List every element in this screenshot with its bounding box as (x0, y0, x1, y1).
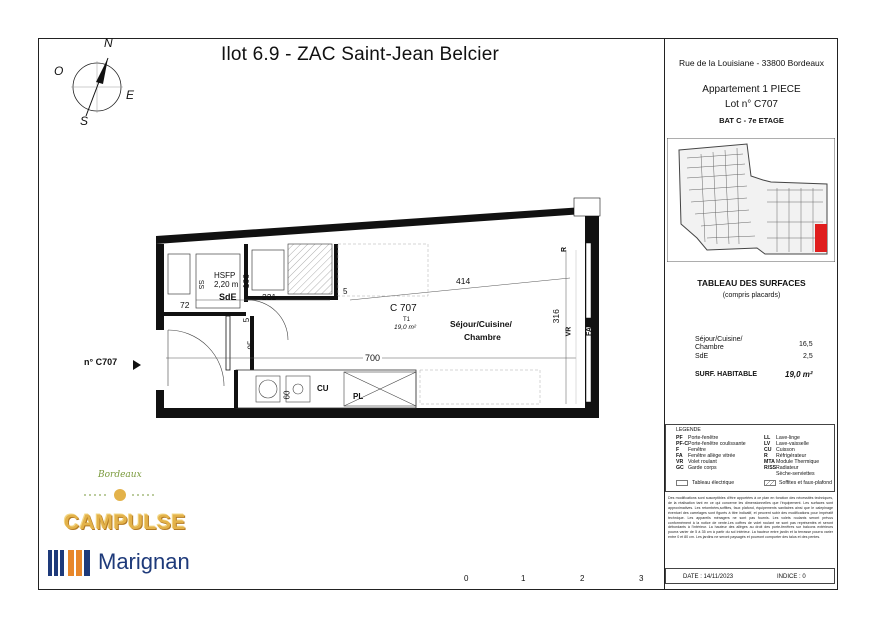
total-label: SURF. HABITABLE (695, 371, 758, 378)
dim-106: 106 (240, 274, 251, 289)
apartment-type: Appartement 1 PIECE (702, 84, 801, 95)
dim-221: 221 (262, 292, 277, 302)
legend-item: R/SSRadiateur (764, 465, 799, 471)
legend-item: CU Cuisson (764, 447, 795, 453)
room-main-label-2: Chambre (464, 332, 501, 342)
surface-row-name: Séjour/Cuisine/ (695, 336, 743, 343)
disclaimer-note: Des modifications sont susceptibles d'être apportées à ce plan en fonction des nécessités techniques, de la réalisation tant en ce qui concerne les dimensionnelles que l'équipement. Les surfaces sont approximatives. Les retombées,soffites, faux plafond, équipements sanitaires ainsi que le calepinage éventuel des carrelages sont figurés à titre indicatif, et peuvent subir des modifications pour impératif technique. Les appareils ménagers ne sont pas fournis. Les volets roulants seront prévus conformément à la notice de vente.Les coffres de volet roulant ne sont pas représentés et seront débordants à l'intérieur. La hauteur des allèges au droit des porte-fenêtres sur balcons extérieurs pourra varier de 5 à 35 cm à partir du sol intérieur. La hauteur entre jardin et la terrasse pourra varier entre 0 et 80 cm. Les jardins ne seront paysagés et pourront comporter des talus et des pentes. (668, 496, 833, 540)
hsfp-label: HSFP (214, 271, 236, 280)
unit-type: T1 (403, 317, 411, 323)
legend-item: F Fenêtre (676, 447, 706, 453)
scale-tick-3: 3 (639, 574, 644, 583)
legend-item: Sèche-serviettes (776, 471, 815, 477)
scale-tick-0: 0 (464, 574, 469, 583)
compass-s: S (80, 114, 89, 128)
plan-title: Ilot 6.9 - ZAC Saint-Jean Belcier (221, 44, 499, 65)
hsfp-value: 2,20 m (214, 280, 239, 289)
key-plan (667, 138, 835, 262)
sde-label: SdE (219, 292, 237, 302)
legend-item: MTAModule Thermique (764, 459, 820, 465)
legend-title: LEGENDE (676, 427, 701, 433)
legend-item: FA Fenêtre allège vitrée (676, 453, 736, 459)
dim-414: 414 (456, 276, 471, 286)
surface-row-name-2: Chambre (695, 344, 724, 351)
legend-box (665, 424, 835, 492)
legend-item: PF-CPorte-fenêtre coulissante (676, 441, 746, 447)
campulse-logo: CAMPULSE (64, 511, 186, 534)
surfaces-subtitle: (compris placards) (722, 292, 781, 299)
dim-5a: 5 (343, 287, 348, 296)
bordeaux-ornament-icon (80, 486, 160, 504)
unit-id: C 707 (390, 303, 417, 314)
label-r: R (561, 246, 569, 253)
unit-area: 19,0 m² (394, 324, 417, 331)
entry-label: n° C707 (84, 357, 118, 367)
soffit-hatch-icon (764, 480, 776, 486)
legend-item: VR Volet roulant (676, 459, 717, 465)
dim-60: 60 (282, 390, 292, 400)
building-floor: BAT C - 7e ETAGE (719, 116, 784, 125)
legend-item: LL Lave-linge (764, 435, 800, 441)
legend-item: R Réfrigérateur (764, 453, 807, 459)
surface-row-name: SdE (695, 353, 709, 360)
indice: INDICE : 0 (777, 574, 806, 580)
label-cu: CU (317, 384, 329, 393)
dim-5b: 5 (242, 317, 252, 323)
dim-700: 700 (365, 353, 381, 363)
label-vr: VR (565, 326, 573, 337)
surfaces-title: TABLEAU DES SURFACES (697, 278, 806, 288)
ss-label: SS (197, 279, 205, 290)
scale-tick-1: 1 (521, 574, 526, 583)
legend-electric: Tableau électrique (692, 480, 735, 486)
label-fa: FA (585, 327, 593, 336)
dim-316: 316 (550, 309, 561, 324)
legend-item: GC Garde corps (676, 465, 717, 471)
label-pl: PL (353, 392, 364, 401)
scale-tick-2: 2 (580, 574, 585, 583)
marignan-logo: Marignan (98, 549, 190, 574)
total-value: 19,0 m² (785, 370, 813, 379)
surface-row-value: 2,5 (803, 353, 813, 360)
electric-panel-icon (676, 480, 688, 486)
info-panel (664, 38, 838, 590)
legend-item: PF Porte-fenêtre (676, 435, 719, 441)
legend-item: LV Lave-vaisselle (764, 441, 809, 447)
bordeaux-logo: Bordeaux (98, 470, 142, 480)
dim-95: 95 (246, 340, 256, 350)
compass-n: N (104, 36, 113, 50)
lot-number: Lot n° C707 (725, 99, 778, 110)
room-main-label: Séjour/Cuisine/ (450, 319, 512, 329)
marignan-mark-icon (48, 548, 94, 578)
legend-soffit: Soffites et faux-plafond (779, 480, 832, 486)
address: Rue de la Louisiane - 33800 Bordeaux (678, 58, 825, 68)
surface-row-value: 16,5 (799, 341, 813, 348)
compass-e: E (126, 88, 135, 102)
date: DATE : 14/11/2023 (683, 574, 734, 580)
dim-72: 72 (180, 300, 190, 310)
compass-o: O (54, 64, 64, 78)
